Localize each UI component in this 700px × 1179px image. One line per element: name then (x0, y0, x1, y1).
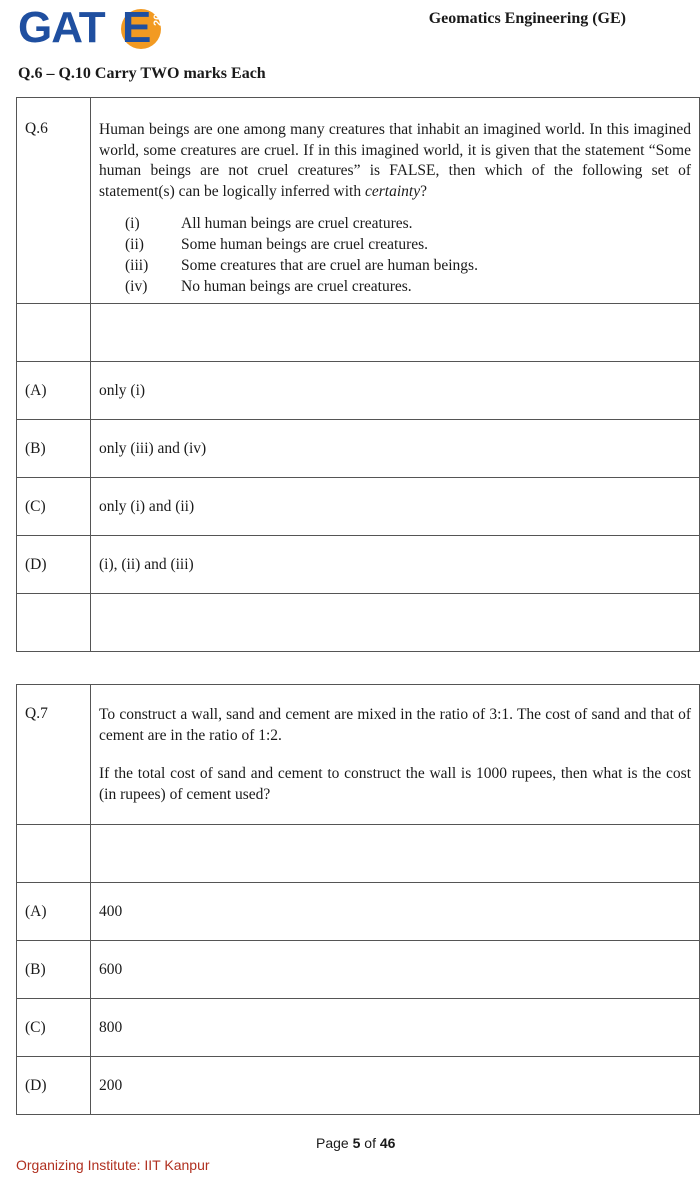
organizing-institute: Organizing Institute: IIT Kanpur (16, 1157, 210, 1173)
option-row (17, 420, 700, 478)
substatement-number: (i) (125, 215, 140, 232)
option-label: (D) (17, 536, 91, 594)
empty-row (17, 825, 700, 883)
option-text: 200 (91, 1057, 700, 1115)
option-label: (D) (17, 1057, 91, 1115)
question-7-table (16, 684, 700, 1115)
question-number: Q.6 (17, 98, 91, 304)
question-row (17, 685, 700, 825)
page-number (316, 1135, 395, 1151)
substatement-text: Some human beings are cruel creatures. (181, 236, 429, 253)
option-row (17, 941, 700, 999)
empty-row (17, 594, 700, 652)
substatement-text: Some creatures that are cruel are human beings. (181, 257, 478, 274)
substatement-number: (iii) (125, 257, 149, 274)
question-body (91, 685, 700, 825)
logo-wordmark: GAT (18, 3, 105, 52)
page-current: 5 (352, 1135, 361, 1151)
question-paragraph: If the total cost of sand and cement to construct the wall is 1000 rupees, then what is the cost (in rupees) of cement used? (99, 765, 691, 803)
option-row (17, 536, 700, 594)
question-statement (99, 120, 691, 202)
option-label: (A) (17, 883, 91, 941)
option-row (17, 478, 700, 536)
option-label: (B) (17, 941, 91, 999)
paper-title: Geomatics Engineering (GE) (428, 10, 626, 27)
page-prefix: Page (316, 1135, 353, 1151)
option-label: (A) (17, 362, 91, 420)
substatement-item (125, 276, 691, 297)
option-row (17, 999, 700, 1057)
logo-letter-e: E (122, 3, 152, 52)
substatement-item (125, 213, 691, 234)
option-row (17, 362, 700, 420)
page-of: of (360, 1135, 380, 1151)
option-row (17, 883, 700, 941)
empty-row (17, 304, 700, 362)
statement-emphasis: certainty (364, 182, 421, 200)
question-row (17, 98, 700, 304)
option-label: (B) (17, 420, 91, 478)
statement-end: ? (420, 182, 427, 200)
option-text: 400 (91, 883, 700, 941)
option-text: 600 (91, 941, 700, 999)
substatement-list (125, 213, 691, 297)
question-paragraph: To construct a wall, sand and cement are mixed in the ratio of 3:1. The cost of sand and that of cement are in the ratio of 1:2. (99, 706, 691, 744)
option-label: (C) (17, 478, 91, 536)
question-number: Q.7 (17, 685, 91, 825)
substatement-text: All human beings are cruel creatures. (181, 215, 413, 232)
substatement-text: No human beings are cruel creatures. (181, 278, 412, 295)
statement-text: Human beings are one among many creatures that inhabit an imagined world. In this imagined world, some creatures are cruel. If in this imagined world, it is given that the statement “Some human beings are not cruel creatures” is FALSE, then which of the following set of statement(s) can be logically inferred with (99, 121, 691, 200)
logo-year: 2023 (152, 1, 164, 26)
option-text: only (i) and (ii) (91, 478, 700, 536)
substatement-number: (iv) (125, 278, 148, 295)
substatement-item (125, 234, 691, 255)
substatement-item (125, 255, 691, 276)
page-total: 46 (379, 1135, 396, 1151)
option-text: only (iii) and (iv) (91, 420, 700, 478)
option-text: only (i) (91, 362, 700, 420)
question-body (91, 98, 700, 304)
option-row (17, 1057, 700, 1115)
section-heading: Q.6 – Q.10 Carry TWO marks Each (18, 65, 266, 82)
option-label: (C) (17, 999, 91, 1057)
option-text: (i), (ii) and (iii) (91, 536, 700, 594)
option-text: 800 (91, 999, 700, 1057)
substatement-number: (ii) (125, 236, 144, 253)
gate-2023-logo (18, 1, 168, 52)
question-6-table (16, 97, 700, 652)
